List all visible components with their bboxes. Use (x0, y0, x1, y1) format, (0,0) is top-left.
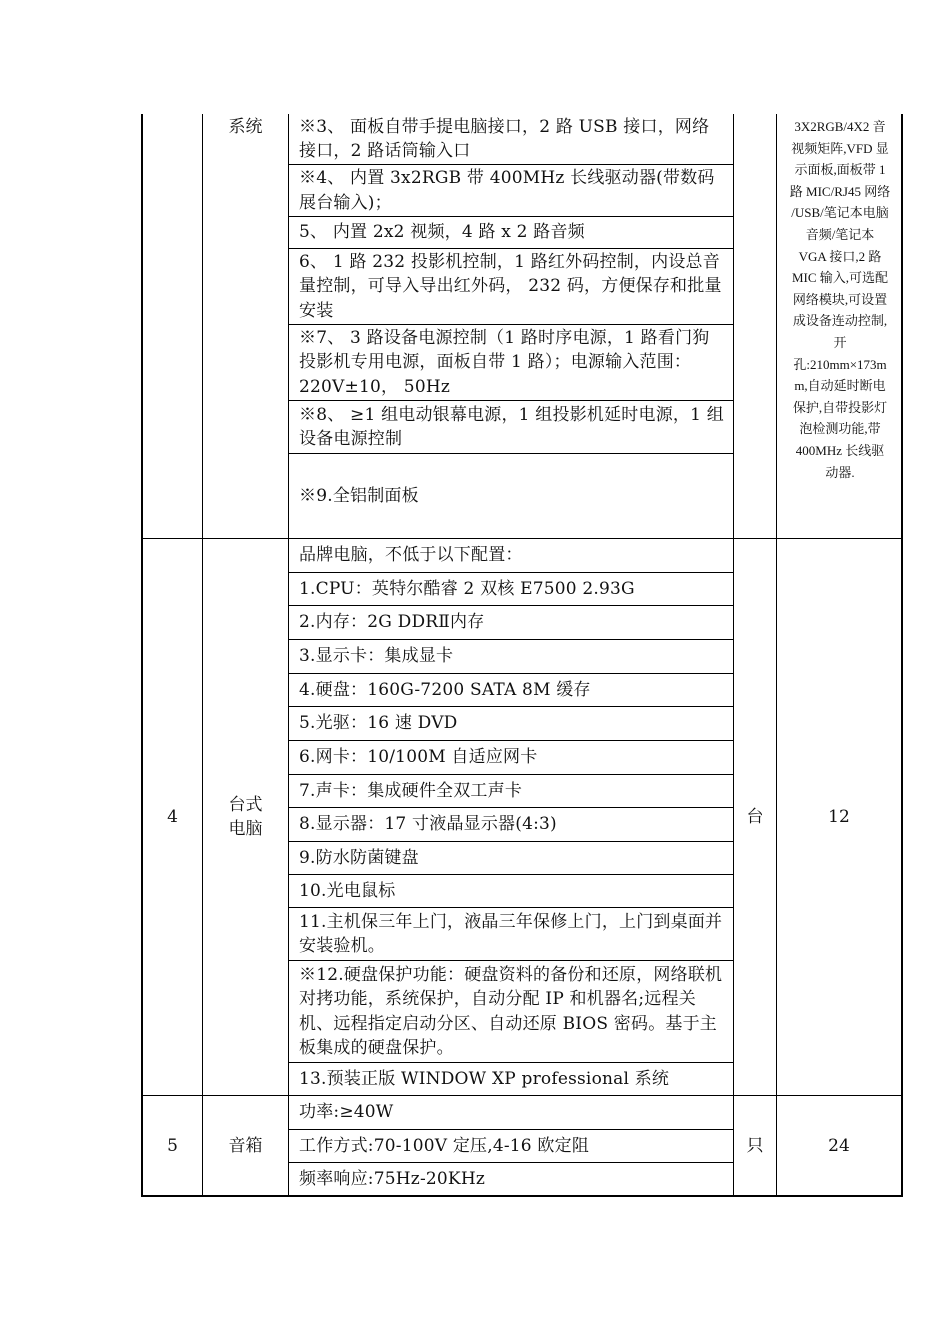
note-line: 3X2RGB/4X2 音 (794, 119, 886, 134)
item-name: 系统 (228, 117, 263, 137)
item-unit: 台 (746, 807, 764, 827)
spec-item: 3.显示卡：集成显卡 (299, 646, 454, 667)
spec-item: 8.显示器：17 寸液晶显示器(4:3) (299, 814, 557, 835)
spec-item: ※7、 3 路设备电源控制（1 路时序电源，1 路看门狗投影机专用电源，面板自带 1 路）；电源输入范围：220V±10， 50Hz (299, 327, 710, 397)
item-quantity: 24 (828, 1135, 850, 1156)
item-name: 台式电脑 (228, 795, 263, 839)
note-line: 视频矩阵,VFD 显 (791, 140, 889, 156)
item-number: 4 (167, 807, 178, 827)
note-line: 泡检测功能,带 (799, 421, 881, 437)
note-line: 音频/笔记本 (805, 226, 875, 242)
spec-item: 11.主机保三年上门，液晶三年保修上门，上门到桌面并安装验机。 (299, 911, 723, 956)
item-unit: 只 (746, 1135, 764, 1156)
remarks-note (778, 116, 902, 483)
note-line: 路 MIC/RJ45 网络 (789, 183, 891, 199)
note-line: 成设备连动控制, (792, 313, 888, 329)
spec-item: ※12.硬盘保护功能：硬盘资料的备份和还原，网络联机对拷功能，系统保护，自动分配 IP 和机器名;远程关机、远程指定启动分区、自动还原 BIOS 密码。基于主板集成的硬盘保护。 (299, 964, 723, 1058)
spec-item: 4.硬盘：160G-7200 SATA 8M 缓存 (299, 679, 591, 700)
spec-item: 6.网卡：10/100M 自适应网卡 (299, 747, 538, 768)
note-line: 开 (833, 334, 847, 350)
spec-item: 5.光驱：16 速 DVD (299, 713, 458, 734)
spec-item: 10.光电鼠标 (299, 880, 396, 901)
note-line: 网络模块,可设置 (792, 291, 888, 307)
spec-item: 2.内存：2G DDRⅡ内存 (299, 612, 485, 633)
spec-item: 品牌电脑，不低于以下配置： (299, 545, 523, 566)
column-divider (288, 114, 289, 1197)
item-number: 5 (167, 1135, 178, 1156)
spec-item: 6、 1 路 232 投影机控制，1 路红外码控制，内设总音量控制，可导入导出红外码， 232 码，方便保存和批量安装 (299, 251, 722, 321)
note-line: VGA 接口,2 路 (798, 248, 882, 264)
note-line: 示面板,面板带 1 (794, 162, 886, 178)
note-line: 孔:210mm×173m (793, 356, 887, 372)
table-border-bottom (141, 1195, 903, 1197)
note-line: m,自动延时断电 (794, 378, 886, 394)
item-name: 音箱 (228, 1135, 263, 1156)
spec-item: 5、 内置 2x2 视频，4 路 x 2 路音频 (299, 222, 585, 243)
spec-item: ※3、 面板自带手提电脑接口，2 路 USB 接口，网络接口，2 路话筒输入口 (299, 116, 710, 161)
item-quantity: 12 (828, 807, 850, 827)
note-line: /USB/笔记本电脑 (791, 205, 889, 221)
spec-item: ※9.全铝制面板 (299, 485, 419, 506)
note-line: MIC 输入,可选配 (791, 270, 889, 286)
spec-item: 13.预装正版 WINDOW XP professional 系统 (299, 1068, 670, 1089)
spec-item: 1.CPU：英特尔酷睿 2 双核 E7500 2.93G (299, 578, 635, 599)
spec-item: 频率响应:75Hz-20KHz (299, 1168, 485, 1189)
note-line: 400MHz 长线驱 (795, 442, 885, 458)
spec-item: ※4、 内置 3x2RGB 带 400MHz 长线驱动器(带数码展台输入)； (299, 168, 715, 213)
spec-item: 工作方式:70-100V 定压,4-16 欧定阻 (299, 1135, 590, 1156)
spec-item: 7.声卡：集成硬件全双工声卡 (299, 780, 523, 801)
spec-item: 9.防水防菌键盘 (299, 847, 419, 868)
note-line: 动器. (825, 464, 855, 480)
spec-item: 功率:≥40W (299, 1102, 394, 1123)
spec-item: ※8、 ≥1 组电动银幕电源，1 组投影机延时电源，1 组设备电源控制 (299, 404, 724, 449)
note-line: 保护,自带投影灯 (792, 399, 888, 415)
